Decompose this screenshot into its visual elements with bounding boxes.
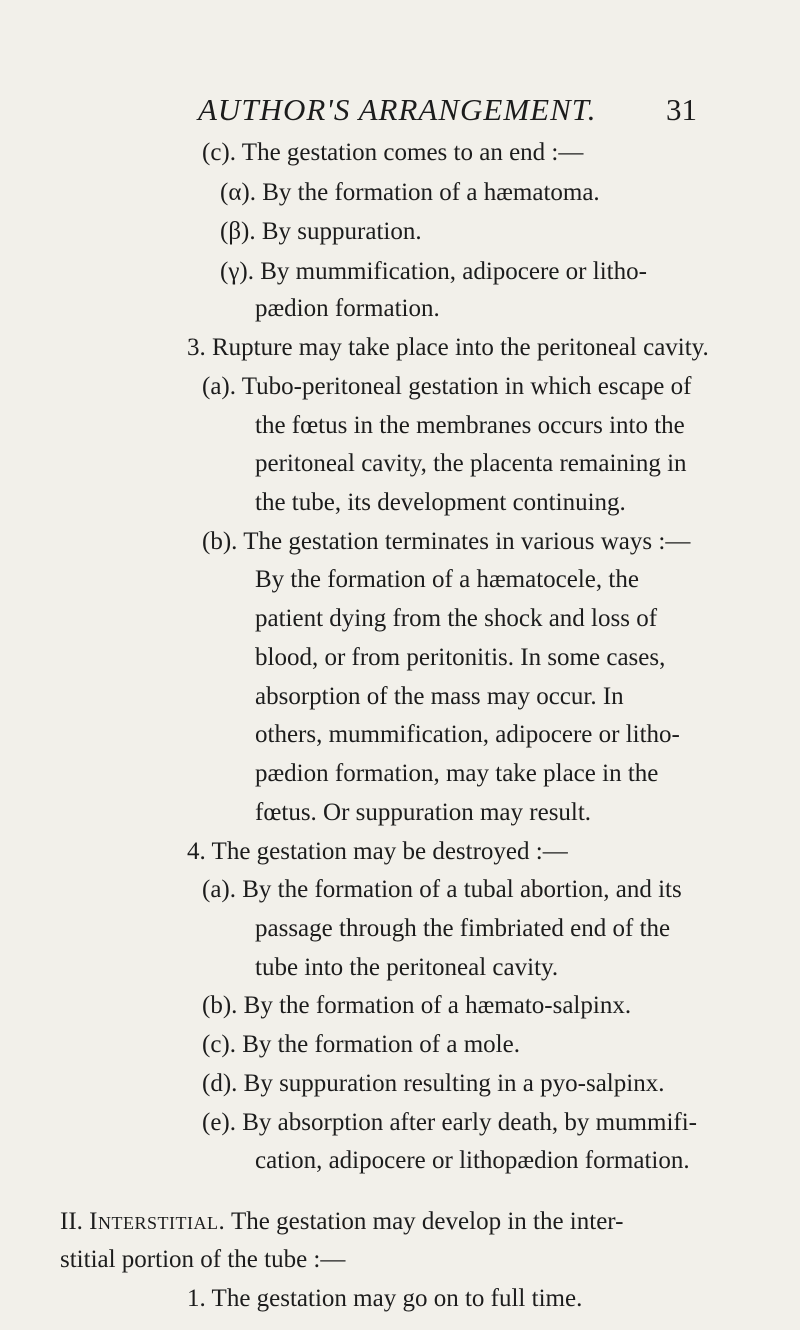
text-line: (α). By the formation of a hæmatoma. [220,179,600,206]
text-line: pædion formation. [255,295,440,322]
text-line: fœtus. Or suppuration may result. [255,799,592,826]
text-line: (b). The gestation terminates in various ways :— [202,528,691,555]
page-number: 31 [666,92,697,127]
text-line: pædion formation, may take place in the [255,760,659,787]
text-line: blood, or from peritonitis. In some cases, [255,644,666,671]
text-line: II. Interstitial. The gestation may develop in the inter- [60,1208,624,1235]
text-line: (a). Tubo-peritoneal gestation in which escape of [202,373,692,400]
text-line: (e). By absorption after early death, by mummifi- [202,1109,697,1136]
text-line: peritoneal cavity, the placenta remaining in [255,450,687,477]
text-line: 3. Rupture may take place into the peritoneal cavity. [187,334,709,361]
text-line: the tube, its development continuing. [255,489,626,516]
text-line: (b). By the formation of a hæmato-salpinx. [202,992,632,1019]
text-line: (β). By suppuration. [220,218,422,245]
running-head: AUTHOR'S ARRANGEMENT. [198,92,597,127]
text-line: stitial portion of the tube :— [60,1246,346,1273]
text-line: cation, adipocere or lithopædion formation. [255,1147,690,1174]
text-line: (a). By the formation of a tubal abortion, and its [202,876,682,903]
text-line: absorption of the mass may occur. In [255,683,624,710]
text-line: (d). By suppuration resulting in a pyo-salpinx. [202,1070,665,1097]
text-line: patient dying from the shock and loss of [255,605,658,632]
text-line: (γ). By mummification, adipocere or litho- [220,258,647,285]
text-line: 4. The gestation may be destroyed :— [187,838,568,865]
text-line: passage through the fimbriated end of the [255,915,671,942]
text-line: 1. The gestation may go on to full time. [187,1285,583,1312]
text-line: others, mummification, adipocere or litho- [255,721,680,748]
text-line: tube into the peritoneal cavity. [255,954,559,981]
text-line: By the formation of a hæmatocele, the [255,566,639,593]
page-header [0,92,800,132]
text-line: the fœtus in the membranes occurs into the [255,412,685,439]
text-line: (c). By the formation of a mole. [202,1031,520,1058]
text-line: (c). The gestation comes to an end :— [202,139,584,166]
section-heading: Interstitial. [89,1208,226,1235]
